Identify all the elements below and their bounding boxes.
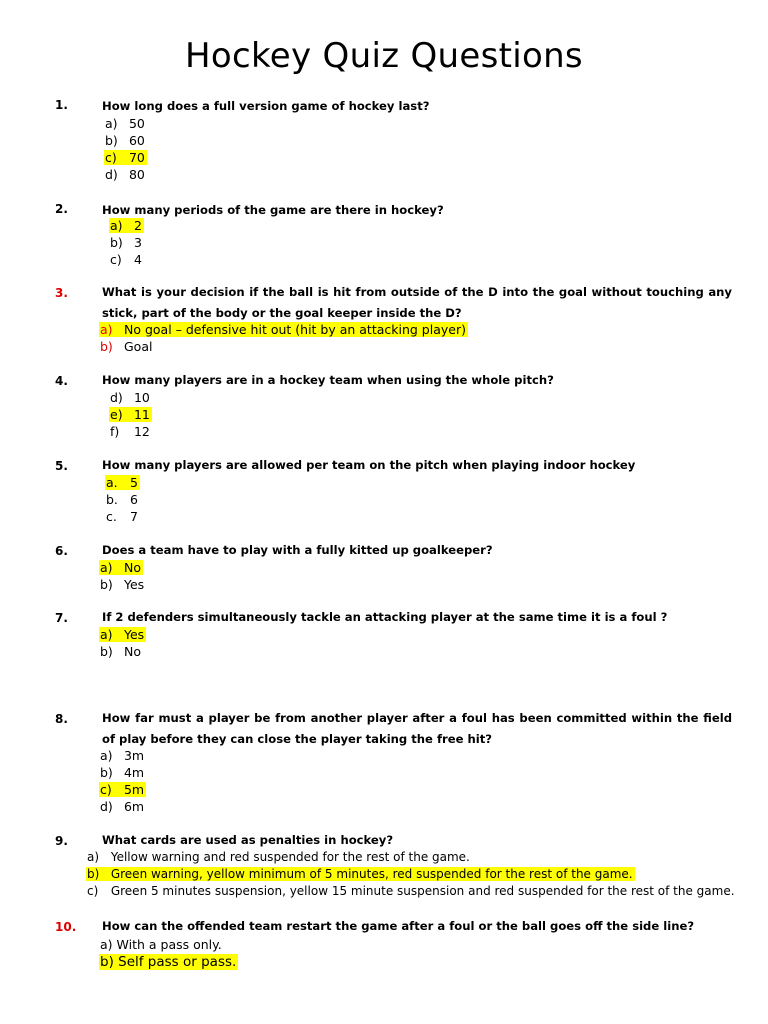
option: b) 3 bbox=[110, 235, 142, 250]
option: d) 10 bbox=[110, 390, 150, 405]
page-title: Hockey Quiz Questions bbox=[185, 36, 583, 76]
option: c) Green 5 minutes suspension, yellow 15 minute suspension and red suspended for the rest of the game. bbox=[87, 884, 735, 898]
option: b) 60 bbox=[105, 133, 145, 148]
question-number: 8. bbox=[55, 712, 68, 726]
option: d) 80 bbox=[105, 167, 145, 182]
question-number: 1. bbox=[55, 98, 68, 112]
question-text: How far must a player be from another player after a foul has been committed within the field of play before they can close the player taking the free hit? bbox=[102, 711, 732, 746]
option: f) 12 bbox=[110, 424, 150, 439]
question-text: How can the offended team restart the game after a foul or the ball goes off the side line? bbox=[102, 919, 695, 933]
question-number: 10. bbox=[55, 920, 77, 934]
question-number: 5. bbox=[55, 459, 68, 473]
option-correct: c) 70 bbox=[105, 150, 145, 165]
question-number: 3. bbox=[55, 286, 68, 300]
question-text: How many players are in a hockey team when using the whole pitch? bbox=[102, 373, 554, 387]
question-number: 9. bbox=[55, 834, 68, 848]
option-correct: a) No bbox=[100, 560, 141, 575]
option: a) 3m bbox=[100, 748, 145, 763]
option-correct: a) Yes bbox=[100, 627, 145, 642]
option-correct: a) No goal – defensive hit out (hit by an attacking player) bbox=[100, 322, 466, 337]
option: a) With a pass only. bbox=[100, 937, 222, 952]
option: d) 6m bbox=[100, 799, 145, 814]
option-correct: a. 5 bbox=[106, 475, 138, 490]
option: a) 50 bbox=[105, 116, 145, 131]
question-text: If 2 defenders simultaneously tackle an attacking player at the same time it is a foul ? bbox=[102, 610, 668, 624]
question-number: 6. bbox=[55, 544, 68, 558]
question-number: 4. bbox=[55, 374, 68, 388]
option: b. 6 bbox=[106, 492, 138, 507]
option: c. 7 bbox=[106, 509, 138, 524]
question-text: How many periods of the game are there in hockey? bbox=[102, 203, 444, 217]
question-number: 7. bbox=[55, 611, 68, 625]
option-correct: b) Self pass or pass. bbox=[100, 954, 237, 970]
option-correct: c) 5m bbox=[100, 782, 145, 797]
option: b) 4m bbox=[100, 765, 145, 780]
option-correct: b) Green warning, yellow minimum of 5 minutes, red suspended for the rest of the game. bbox=[87, 867, 633, 881]
question-text: What is your decision if the ball is hit from outside of the D into the goal without touching any stick, part of the body or the goal keeper inside the D? bbox=[102, 285, 732, 320]
option: b) Yes bbox=[100, 577, 145, 592]
option: b) No bbox=[100, 644, 141, 659]
option: c) 4 bbox=[110, 252, 142, 267]
question-text: How long does a full version game of hockey last? bbox=[102, 99, 430, 113]
option: b) Goal bbox=[100, 339, 153, 354]
option: a) Yellow warning and red suspended for the rest of the game. bbox=[87, 850, 470, 864]
option-correct: e) 11 bbox=[110, 407, 150, 422]
question-number: 2. bbox=[55, 202, 68, 216]
question-text: What cards are used as penalties in hockey? bbox=[102, 833, 394, 847]
option-correct: a) 2 bbox=[110, 218, 142, 233]
question-text: Does a team have to play with a fully kitted up goalkeeper? bbox=[102, 543, 493, 557]
question-text: How many players are allowed per team on the pitch when playing indoor hockey bbox=[102, 458, 636, 472]
